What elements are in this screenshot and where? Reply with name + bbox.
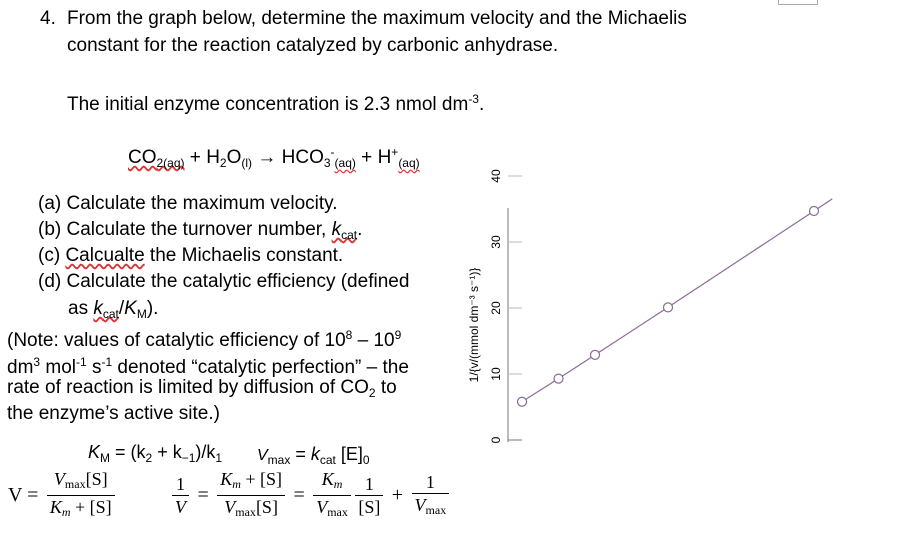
lb-middle-num xyxy=(217,468,285,496)
km-sub: M xyxy=(100,451,111,465)
lb-v: V xyxy=(175,497,186,517)
note-l1-dash: – 10 xyxy=(352,330,395,351)
km-part-3: )/k xyxy=(195,442,216,462)
lb-km-sub: m xyxy=(232,477,241,491)
part-c-text: the Michaelis constant. xyxy=(144,245,344,266)
mm-s: [S] xyxy=(85,469,108,489)
lb-term1-den xyxy=(313,496,351,523)
data-point xyxy=(591,350,600,359)
plus-sign: + xyxy=(189,147,201,168)
question-line-2: constant for the reaction catalyzed by carbonic anhydrase. xyxy=(67,35,559,56)
vmax-sub: max xyxy=(267,453,291,467)
h-ion-species xyxy=(378,147,420,168)
vmax-definition xyxy=(257,444,370,467)
lb-plus: + xyxy=(391,484,404,506)
part-c xyxy=(38,245,343,267)
vmax-kcat-sub: cat xyxy=(319,453,336,467)
k2-sub: 2 xyxy=(145,451,153,465)
y-tick-label: 0 xyxy=(489,436,503,444)
kcat-subscript-2: cat xyxy=(102,307,119,321)
plus-sign-2: + xyxy=(361,147,373,168)
kcat-subscript: cat xyxy=(341,228,358,242)
kcat-k: k xyxy=(331,219,342,240)
mm-vmax: V xyxy=(53,469,65,489)
slash: / xyxy=(118,298,125,319)
km-symbol: K xyxy=(88,442,101,462)
lb-term1-fraction xyxy=(313,468,351,523)
lb-equals-2: = xyxy=(293,484,305,506)
vmax-kcat: k xyxy=(310,444,320,464)
h-ion-charge: + xyxy=(391,145,399,159)
lb-lhs-fraction xyxy=(172,473,189,518)
lb-t2-num: 1 xyxy=(355,473,383,496)
hco3-state: (aq) xyxy=(334,156,356,170)
h2o-state: (l) xyxy=(241,156,253,170)
hco3-charge: - xyxy=(330,145,335,159)
mm-vmax-sub: max xyxy=(64,477,86,491)
lb-t1-vmax: V xyxy=(316,497,328,517)
note-exp-8: 8 xyxy=(345,328,353,342)
part-b-period: . xyxy=(357,219,363,240)
lb-t2-den: [S] xyxy=(358,497,381,517)
lb-term1-num xyxy=(313,468,351,496)
y-axis-label: 1/{v/(mmol dm⁻³ s⁻¹)} xyxy=(467,267,481,383)
part-b-text: (b) Calculate the turnover number, xyxy=(38,219,332,240)
y-tick-label: 30 xyxy=(489,235,503,249)
note-line-3 xyxy=(7,377,397,404)
mm-fraction xyxy=(47,468,115,523)
lineweaver-burk-chart xyxy=(462,169,898,470)
lb-vmax: V xyxy=(224,497,236,517)
reaction-arrow: → xyxy=(257,147,277,168)
note-mol: mol xyxy=(40,357,76,378)
lb-t1-vmax-sub: max xyxy=(327,505,348,519)
mm-km: K xyxy=(49,497,62,517)
lb-middle-fraction xyxy=(217,468,285,523)
lineweaver-burk-equation xyxy=(172,468,449,523)
enzyme-concentration-exponent: -3 xyxy=(468,92,479,106)
y-tick-label: 20 xyxy=(489,301,503,315)
part-b xyxy=(38,219,362,246)
data-point xyxy=(554,374,563,383)
part-d-line-2 xyxy=(68,298,158,325)
h2o-subscript: 2 xyxy=(219,156,227,170)
km-k: K xyxy=(124,298,137,319)
mm-den-rest: + [S] xyxy=(70,497,112,517)
y-tick-label: 40 xyxy=(489,169,503,183)
hco3-subscript: 3 xyxy=(323,156,331,170)
enzyme-concentration-period: . xyxy=(478,94,485,115)
chart-root xyxy=(467,169,832,443)
km1-sub: −1 xyxy=(181,451,196,465)
kcat-term xyxy=(332,219,358,240)
lb-equals-1: = xyxy=(197,484,209,506)
k1-sub: 1 xyxy=(215,451,223,465)
h-ion-state: (aq) xyxy=(398,156,420,170)
lb-term3-fraction xyxy=(412,471,450,521)
km-part-1: = (k xyxy=(110,442,146,462)
co2-subscript: 2(aq) xyxy=(156,156,185,170)
note-mol-exp: -1 xyxy=(76,355,87,369)
note-l1-text: (Note: values of catalytic efficiency of 10 xyxy=(7,330,346,351)
note-s: s xyxy=(86,357,102,378)
h2o-h: H xyxy=(206,147,220,168)
kcat-term-2 xyxy=(93,298,119,319)
lb-t3-num: 1 xyxy=(412,471,450,494)
data-point xyxy=(664,303,673,312)
mm-km-sub: m xyxy=(61,505,71,519)
h2o-species xyxy=(206,147,252,168)
part-a: (a) Calculate the maximum velocity. xyxy=(38,193,338,214)
note-dm: dm xyxy=(7,357,34,378)
reaction-equation xyxy=(128,141,420,174)
michaelis-menten-equation xyxy=(8,468,115,523)
data-point xyxy=(810,206,819,215)
lb-middle-den xyxy=(217,496,285,523)
question-line-1: From the graph below, determine the maximum velocity and the Michaelis xyxy=(67,8,687,29)
h2o-o: O xyxy=(226,147,242,168)
misspelled-word: Calcualte xyxy=(65,245,145,266)
mm-denominator xyxy=(47,496,115,523)
mm-lhs: V = xyxy=(8,484,39,506)
question-number: 4. xyxy=(40,8,56,29)
kcat-k-2: k xyxy=(93,298,103,319)
enzyme-concentration xyxy=(67,88,484,116)
part-c-label: (c) xyxy=(38,245,66,266)
mm-numerator xyxy=(47,468,115,496)
lb-km: K xyxy=(220,469,233,489)
part-d-end: ). xyxy=(146,298,159,319)
lb-t3-vmax-sub: max xyxy=(425,502,447,517)
note-l3-text: rate of reaction is limited by diffusion of CO xyxy=(7,377,369,398)
note-line-2 xyxy=(7,351,409,379)
vmax-enzyme: [E] xyxy=(335,444,363,464)
part-d-as: as xyxy=(68,298,94,319)
vmax-enzyme-sub: 0 xyxy=(362,453,370,467)
note-co2-sub: 2 xyxy=(368,386,376,400)
vmax-symbol: V xyxy=(257,447,268,464)
note-l2-text: denoted “catalytic perfection” – the xyxy=(112,357,409,378)
lb-vmax-sub: max xyxy=(235,505,256,519)
lb-t1-km-sub: m xyxy=(333,477,343,491)
part-d-line-1: (d) Calculate the catalytic efficiency (defined xyxy=(38,271,410,292)
enzyme-concentration-text: The initial enzyme concentration is 2.3 nmol dm xyxy=(67,94,469,115)
lb-term2-fraction xyxy=(355,473,383,518)
lb-vmax-s: [S] xyxy=(255,497,278,517)
km-part-2: + k xyxy=(152,442,182,462)
lb-lhs-num: 1 xyxy=(172,473,189,496)
y-tick-label: 10 xyxy=(489,367,503,381)
data-point xyxy=(518,397,527,406)
hco3-species xyxy=(282,147,356,168)
note-l3-to: to xyxy=(375,377,397,398)
lb-middle-rest: + [S] xyxy=(240,469,283,489)
km-subscript: M xyxy=(136,307,147,321)
h-ion-text: H xyxy=(377,147,392,168)
note-dm-exp: 3 xyxy=(33,355,41,369)
lb-lhs-den xyxy=(172,496,189,518)
note-line-4: the enzyme’s active site.) xyxy=(7,403,220,424)
note-line-1 xyxy=(7,324,401,352)
lb-t3-vmax: V xyxy=(414,494,426,515)
hco3-text: HCO xyxy=(281,147,324,168)
co2-text: CO xyxy=(128,147,157,168)
co2-species xyxy=(128,147,185,168)
note-s-exp: -1 xyxy=(101,355,113,369)
lb-t1-km: K xyxy=(321,469,334,489)
note-exp-9: 9 xyxy=(394,328,402,342)
km-definition xyxy=(88,442,222,465)
page-corner-box xyxy=(778,0,818,5)
lb-t3-den xyxy=(412,494,450,521)
vmax-equals: = xyxy=(290,444,311,464)
